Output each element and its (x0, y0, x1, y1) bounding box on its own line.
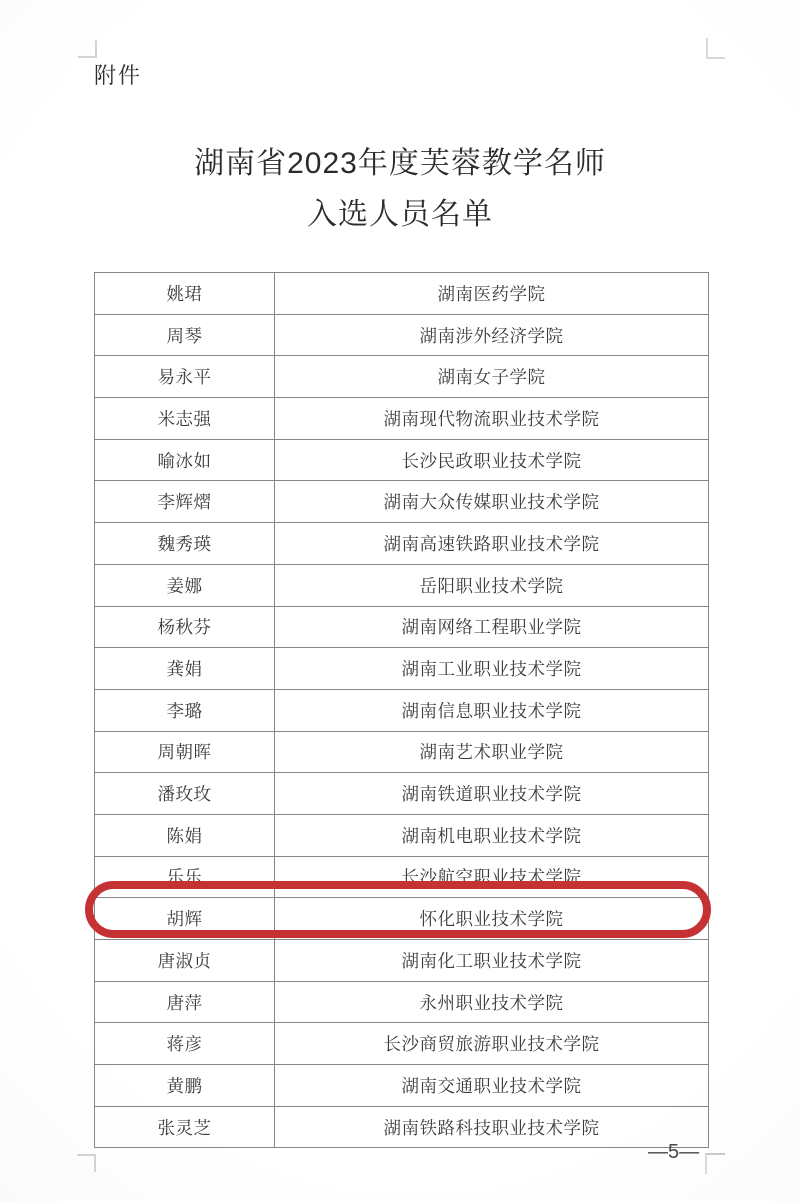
name-cell: 姜娜 (95, 564, 275, 606)
institution-cell: 湖南女子学院 (275, 356, 709, 398)
table-row (95, 648, 709, 690)
name-cell: 唐萍 (95, 981, 275, 1023)
institution-cell: 湖南信息职业技术学院 (275, 689, 709, 731)
name-cell: 周朝晖 (95, 731, 275, 773)
institution-cell: 长沙航空职业技术学院 (275, 856, 709, 898)
name-cell: 张灵芝 (95, 1106, 275, 1148)
title-line-2: 入选人员名单 (307, 198, 493, 231)
institution-cell: 湖南现代物流职业技术学院 (275, 398, 709, 440)
name-cell: 龚娟 (95, 648, 275, 690)
institution-cell: 湖南机电职业技术学院 (275, 814, 709, 856)
table-row-highlighted (95, 898, 709, 940)
name-cell: 李辉熠 (95, 481, 275, 523)
institution-cell: 湖南涉外经济学院 (275, 314, 709, 356)
title-line-1: 湖南省2023年度芙蓉教学名师 (194, 147, 606, 180)
crop-mark-top-left (78, 40, 97, 58)
table-row (95, 481, 709, 523)
institution-cell: 湖南医药学院 (275, 273, 709, 315)
table-row (95, 439, 709, 481)
crop-mark-top-right (706, 38, 725, 59)
page-number: —5— (648, 1141, 700, 1163)
table-row (95, 814, 709, 856)
table-row (95, 273, 709, 315)
table-row (95, 606, 709, 648)
name-cell: 喻冰如 (95, 439, 275, 481)
name-cell: 蒋彦 (95, 1023, 275, 1065)
document-title (0, 138, 800, 240)
crop-mark-bottom-left (77, 1154, 96, 1172)
institution-cell: 长沙民政职业技术学院 (275, 439, 709, 481)
table-row (95, 689, 709, 731)
institution-cell: 怀化职业技术学院 (275, 898, 709, 940)
roster-table (94, 272, 709, 1148)
name-cell: 易永平 (95, 356, 275, 398)
table-row (95, 731, 709, 773)
table-row (95, 523, 709, 565)
institution-cell: 湖南工业职业技术学院 (275, 648, 709, 690)
name-cell: 唐淑贞 (95, 940, 275, 982)
table-row (95, 856, 709, 898)
table-row (95, 981, 709, 1023)
table-row (95, 1023, 709, 1065)
name-cell: 胡辉 (95, 898, 275, 940)
institution-cell: 长沙商贸旅游职业技术学院 (275, 1023, 709, 1065)
table-row (95, 564, 709, 606)
institution-cell: 湖南艺术职业学院 (275, 731, 709, 773)
name-cell: 潘玫玫 (95, 773, 275, 815)
institution-cell: 湖南化工职业技术学院 (275, 940, 709, 982)
table-row (95, 1106, 709, 1148)
name-cell: 周琴 (95, 314, 275, 356)
institution-cell: 岳阳职业技术学院 (275, 564, 709, 606)
name-cell: 米志强 (95, 398, 275, 440)
name-cell: 李璐 (95, 689, 275, 731)
institution-cell: 湖南大众传媒职业技术学院 (275, 481, 709, 523)
name-cell: 魏秀瑛 (95, 523, 275, 565)
table-row (95, 398, 709, 440)
table-row (95, 940, 709, 982)
institution-cell: 湖南铁路科技职业技术学院 (275, 1106, 709, 1148)
name-cell: 姚珺 (95, 273, 275, 315)
table-row (95, 356, 709, 398)
institution-cell: 湖南交通职业技术学院 (275, 1065, 709, 1107)
institution-cell: 湖南铁道职业技术学院 (275, 773, 709, 815)
name-cell: 陈娟 (95, 814, 275, 856)
attachment-label: 附件 (94, 63, 143, 88)
institution-cell: 永州职业技术学院 (275, 981, 709, 1023)
crop-mark-bottom-right (705, 1153, 725, 1174)
table-row (95, 1065, 709, 1107)
table-row (95, 773, 709, 815)
name-cell: 乐乐 (95, 856, 275, 898)
name-cell: 杨秋芬 (95, 606, 275, 648)
name-cell: 黄鹏 (95, 1065, 275, 1107)
institution-cell: 湖南网络工程职业学院 (275, 606, 709, 648)
institution-cell: 湖南高速铁路职业技术学院 (275, 523, 709, 565)
table-row (95, 314, 709, 356)
